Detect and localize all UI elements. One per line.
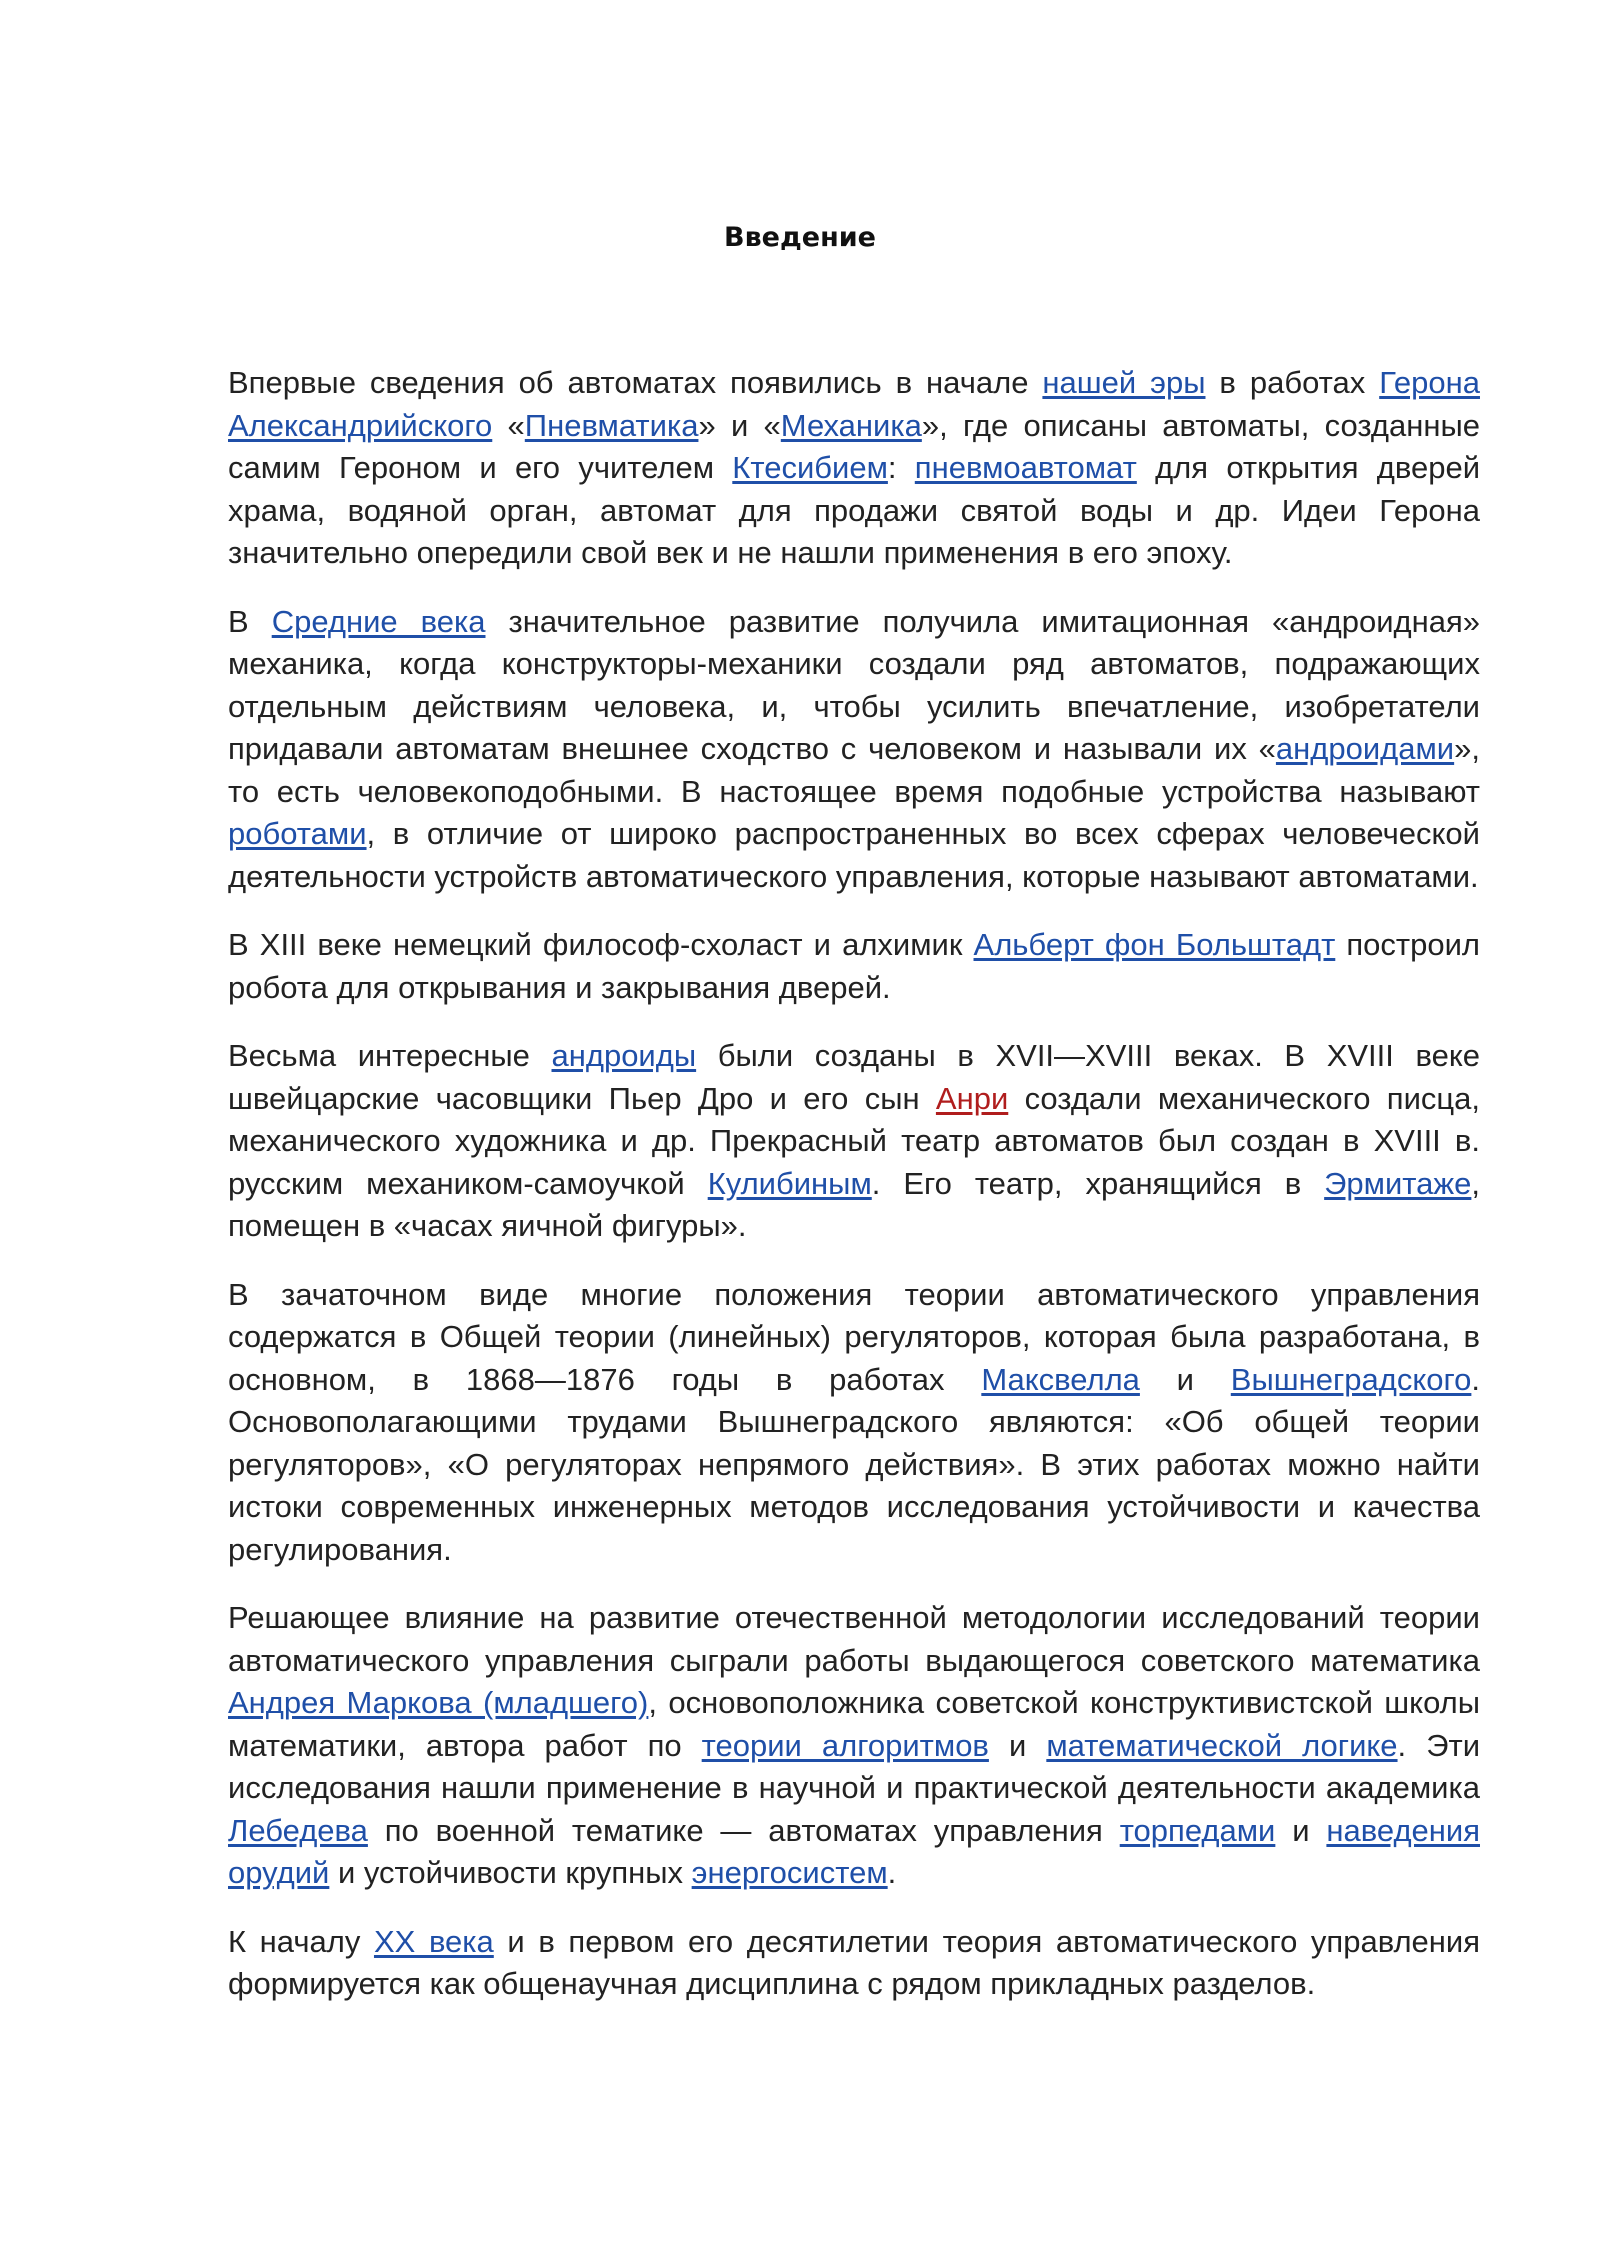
paragraph	[228, 362, 1480, 575]
paragraph	[228, 601, 1480, 899]
text-run: были созданы в XVII—XVIII веках. В XVIII веке швейцарские часовщики Пьер Дро и его сын	[228, 1038, 1481, 1116]
inline-link[interactable]: нашей эры	[1042, 365, 1206, 400]
text-run: «	[492, 407, 525, 443]
inline-link[interactable]: Эрмитаже	[1324, 1165, 1472, 1201]
text-run: Решающее влияние на развитие отечественной методологии исследований теории автоматического управления сыграли работы выдающегося советского математика	[228, 1600, 1480, 1678]
inline-link[interactable]: Максвелла	[981, 1361, 1140, 1397]
inline-link[interactable]: энергосистем	[691, 1855, 888, 1890]
text-run: », то есть человекоподобными. В настоящее время подобные устройства называют	[228, 731, 1480, 809]
inline-link[interactable]: пневмоавтомат	[914, 450, 1137, 485]
inline-link[interactable]: Вышнеградского	[1230, 1361, 1472, 1397]
inline-link[interactable]: математической логике	[1046, 1727, 1398, 1763]
text-run: и в первом его десятилетии теория автоматического управления формируется как общенаучная дисциплина с рядом прикладных разделов.	[228, 1923, 1481, 2001]
text-run: .	[887, 1855, 897, 1890]
text-run: К началу	[228, 1923, 374, 1959]
text-run: В XIII веке немецкий философ-схоласт и алхимик	[228, 927, 974, 962]
text-run: , основоположника советской конструктивистской школы математики, автора работ по	[228, 1685, 1480, 1763]
document-body	[228, 362, 1480, 2032]
inline-link[interactable]: Лебедева	[228, 1812, 368, 1848]
inline-link[interactable]: Герона Александрийского	[228, 365, 1480, 443]
inline-link[interactable]: Средние века	[271, 603, 486, 639]
paragraph	[228, 1597, 1480, 1895]
text-run: в работах	[1205, 365, 1380, 400]
text-run: . Эти исследования нашли применение в научной и практической деятельности академика	[228, 1727, 1481, 1805]
paragraph	[228, 1274, 1480, 1572]
text-run: значительное развитие получила имитационная «андроидная» механика, когда конструкторы-механики создали ряд автоматов, подражающих отдельным действиям человека, и, чтобы усилить впечатление, изобретатели придавали автоматам внешнее сходство с человеком и называли их «	[228, 603, 1480, 766]
text-run: , в отличие от широко распространенных во всех сферах человеческой деятельности устройств автоматического управления, которые называют автоматами.	[228, 816, 1480, 894]
inline-link[interactable]: роботами	[228, 816, 367, 851]
text-run: » и «	[698, 407, 781, 443]
inline-link[interactable]: Андрея Маркова (младшего)	[228, 1685, 649, 1720]
inline-link[interactable]: XX века	[373, 1923, 494, 1959]
inline-link[interactable]: Анри	[935, 1080, 1009, 1116]
text-run: . Его театр, хранящийся в	[871, 1165, 1325, 1201]
text-run: по военной тематике — автоматах управления	[367, 1812, 1120, 1848]
text-run: :	[887, 450, 915, 485]
inline-link[interactable]: Кулибиным	[707, 1165, 872, 1201]
text-run: для открытия дверей храма, водяной орган, автомат для продажи святой воды и др. Идеи Герона значительно опередили свой век и не нашли применения в его эпоху.	[228, 450, 1481, 570]
inline-link[interactable]: Альберт фон Больштадт	[973, 927, 1336, 962]
page-title: Введение	[724, 222, 876, 253]
text-run: создали механического писца, механического художника и др. Прекрасный театр автоматов был создан в XVIII в. русским механиком-самоучкой	[228, 1080, 1481, 1201]
text-run: В	[228, 603, 272, 639]
paragraph	[228, 924, 1480, 1009]
inline-link[interactable]: Пневматика	[524, 407, 699, 443]
inline-link[interactable]: Механика	[780, 407, 922, 443]
inline-link[interactable]: торпедами	[1119, 1812, 1276, 1848]
inline-link[interactable]: теории алгоритмов	[701, 1727, 989, 1763]
inline-link[interactable]: андроидами	[1275, 731, 1455, 766]
inline-link[interactable]: Ктесибием	[732, 450, 888, 485]
text-run: . Основополагающими трудами Вышнеградского являются: «Об общей теории регуляторов», «О регуляторах непрямого действия». В этих работах можно найти истоки современных инженерных методов исследования устойчивости и качества регулирования.	[228, 1361, 1480, 1567]
paragraph	[228, 1921, 1480, 2006]
text-run: и	[988, 1727, 1047, 1763]
text-run: , помещен в «часах яичной фигуры».	[228, 1165, 1480, 1243]
inline-link[interactable]: андроиды	[551, 1038, 697, 1073]
text-run: », где описаны автоматы, созданные самим Героном и его учителем	[228, 407, 1480, 485]
paragraph	[228, 1035, 1480, 1248]
text-run: и устойчивости крупных	[329, 1855, 692, 1890]
text-run: Весьма интересные	[228, 1038, 552, 1073]
text-run: В зачаточном виде многие положения теории автоматического управления содержатся в Общей теории (линейных) регуляторов, которая была разработана, в основном, в 1868—1876 годы в работах	[228, 1276, 1480, 1397]
text-run: и	[1275, 1812, 1327, 1848]
text-run: и	[1139, 1361, 1231, 1397]
text-run: построил робота для открывания и закрывания дверей.	[228, 927, 1480, 1005]
text-run: Впервые сведения об автоматах появились в начале	[228, 365, 1043, 400]
inline-link[interactable]: наведения орудий	[228, 1812, 1480, 1890]
